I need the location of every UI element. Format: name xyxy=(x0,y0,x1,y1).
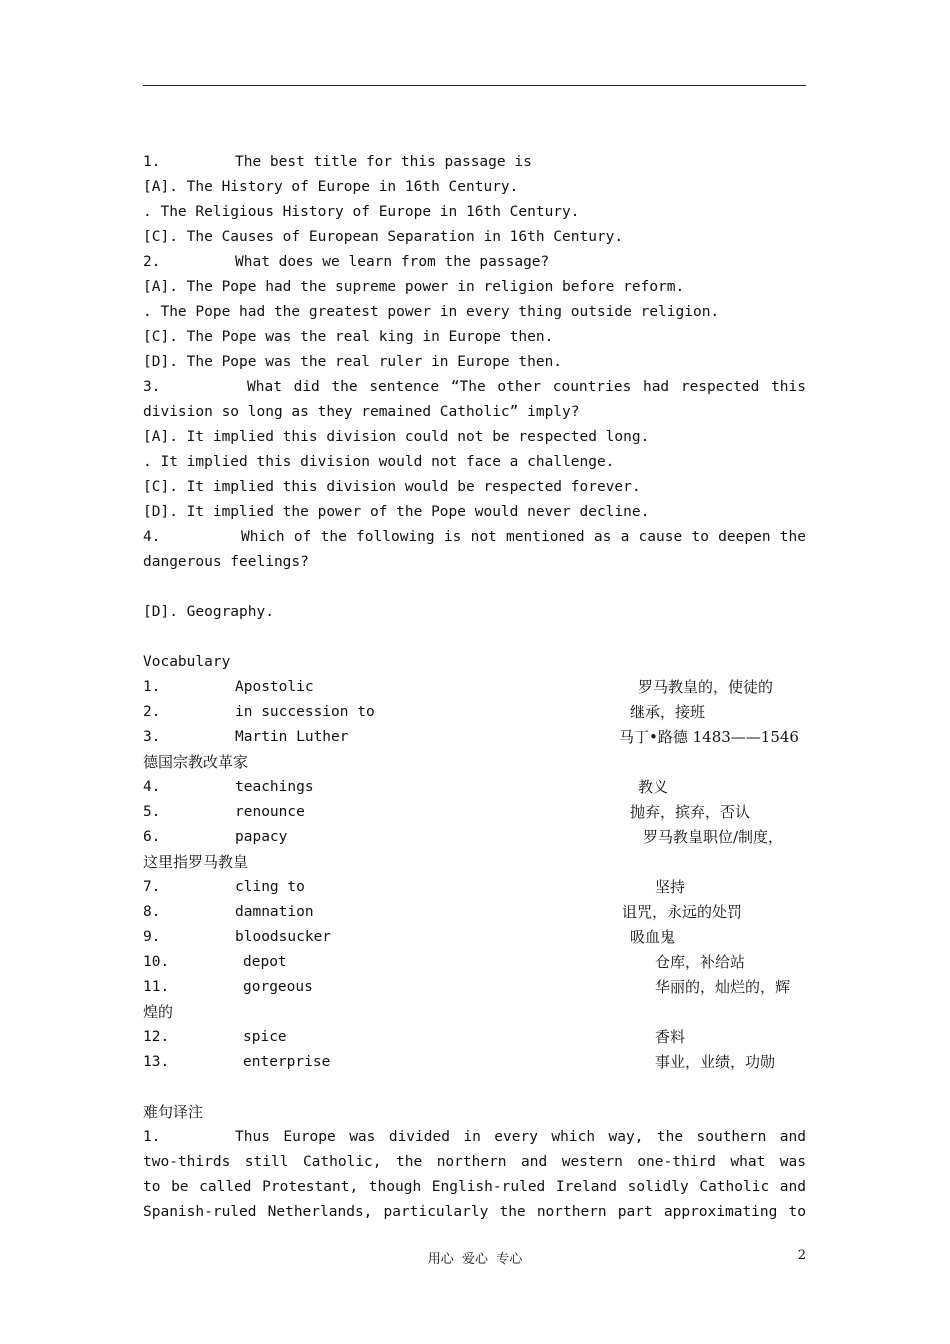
difficult-sentences-heading: 难句译注 xyxy=(143,1103,204,1121)
question-2-stem: 2. What does we learn from the passage? xyxy=(143,254,550,270)
vocab-item: 6. papacy 罗马教皇职位/制度， xyxy=(143,828,784,846)
question-1-stem: 1. The best title for this passage is xyxy=(143,154,532,170)
vocab-item: 5. renounce 抛弃，摈弃，否认 xyxy=(143,803,751,821)
question-3-stem-line2: division so long as they remained Catholic” imply? xyxy=(143,404,580,420)
header-rule xyxy=(143,85,806,86)
difficult-sentence-1-line4: Spanish-ruled Netherlands, particularly the northern part approximating to xyxy=(143,1204,806,1220)
question-2-option-a: [A]. The Pope had the supreme power in religion before reform. xyxy=(143,279,685,295)
vocab-item: 1. Apostolic 罗马教皇的，使徒的 xyxy=(143,678,774,696)
footer-motto: 用心 爱心 专心 xyxy=(427,1252,523,1267)
difficult-sentence-1-line3: to be called Protestant, though English-ruled Ireland solidly Catholic and xyxy=(143,1179,806,1195)
page-number: 2 xyxy=(797,1248,806,1263)
question-3-option-a: [A]. It implied this division could not be respected long. xyxy=(143,429,650,445)
question-1-option-b: . The Religious History of Europe in 16th Century. xyxy=(143,204,580,220)
question-1-option-a: [A]. The History of Europe in 16th Century. xyxy=(143,179,519,195)
vocab-item-continuation: 德国宗教改革家 xyxy=(143,753,249,771)
vocab-item: 12. spice 香料 xyxy=(143,1028,686,1046)
question-4-stem-line1: 4. Which of the following is not mentioned as a cause to deepen the xyxy=(143,529,806,545)
vocabulary-heading: Vocabulary xyxy=(143,654,231,670)
vocab-item-continuation: 这里指罗马教皇 xyxy=(143,853,249,871)
vocab-item: 4. teachings 教义 xyxy=(143,778,669,796)
question-2-option-d: [D]. The Pope was the real ruler in Europe then. xyxy=(143,354,563,370)
vocab-item: 8. damnation 诅咒，永远的处罚 xyxy=(143,903,743,921)
vocab-item: 3. Martin Luther 马丁•路德 1483——1546 xyxy=(143,728,799,746)
question-2-option-c: [C]. The Pope was the real king in Europe then. xyxy=(143,329,554,345)
question-3-option-b: . It implied this division would not face a challenge. xyxy=(143,454,615,470)
question-4-options-row xyxy=(143,575,806,600)
vocab-item: 9. bloodsucker 吸血鬼 xyxy=(143,928,676,946)
vocab-item: 10. depot 仓库，补给站 xyxy=(143,953,746,971)
question-3-stem-line1: 3. What did the sentence “The other countries had respected this xyxy=(143,379,806,395)
spacer xyxy=(143,625,806,650)
page-content xyxy=(143,150,806,1225)
question-4-stem-line2: dangerous feelings? xyxy=(143,554,309,570)
vocab-item: 11. gorgeous 华丽的，灿烂的，辉 xyxy=(143,978,791,996)
question-3-option-c: [C]. It implied this division would be respected forever. xyxy=(143,479,641,495)
spacer xyxy=(143,1075,806,1100)
vocab-item-continuation: 煌的 xyxy=(143,1003,174,1021)
difficult-sentence-1-line1: 1. Thus Europe was divided in every which way, the southern and xyxy=(143,1129,806,1145)
question-1-option-c: [C]. The Causes of European Separation in 16th Century. xyxy=(143,229,624,245)
difficult-sentence-1-line2: two-thirds still Catholic, the northern and western one-third what was xyxy=(143,1154,806,1170)
question-2-option-b: . The Pope had the greatest power in every thing outside religion. xyxy=(143,304,720,320)
vocab-item: 13. enterprise 事业，业绩，功勋 xyxy=(143,1053,776,1071)
vocab-item: 7. cling to 坚持 xyxy=(143,878,686,896)
vocab-item: 2. in succession to 继承，接班 xyxy=(143,703,706,721)
question-4-option-d: [D]. Geography. xyxy=(143,604,274,620)
question-3-option-d: [D]. It implied the power of the Pope would never decline. xyxy=(143,504,650,520)
page-footer xyxy=(0,1248,950,1268)
